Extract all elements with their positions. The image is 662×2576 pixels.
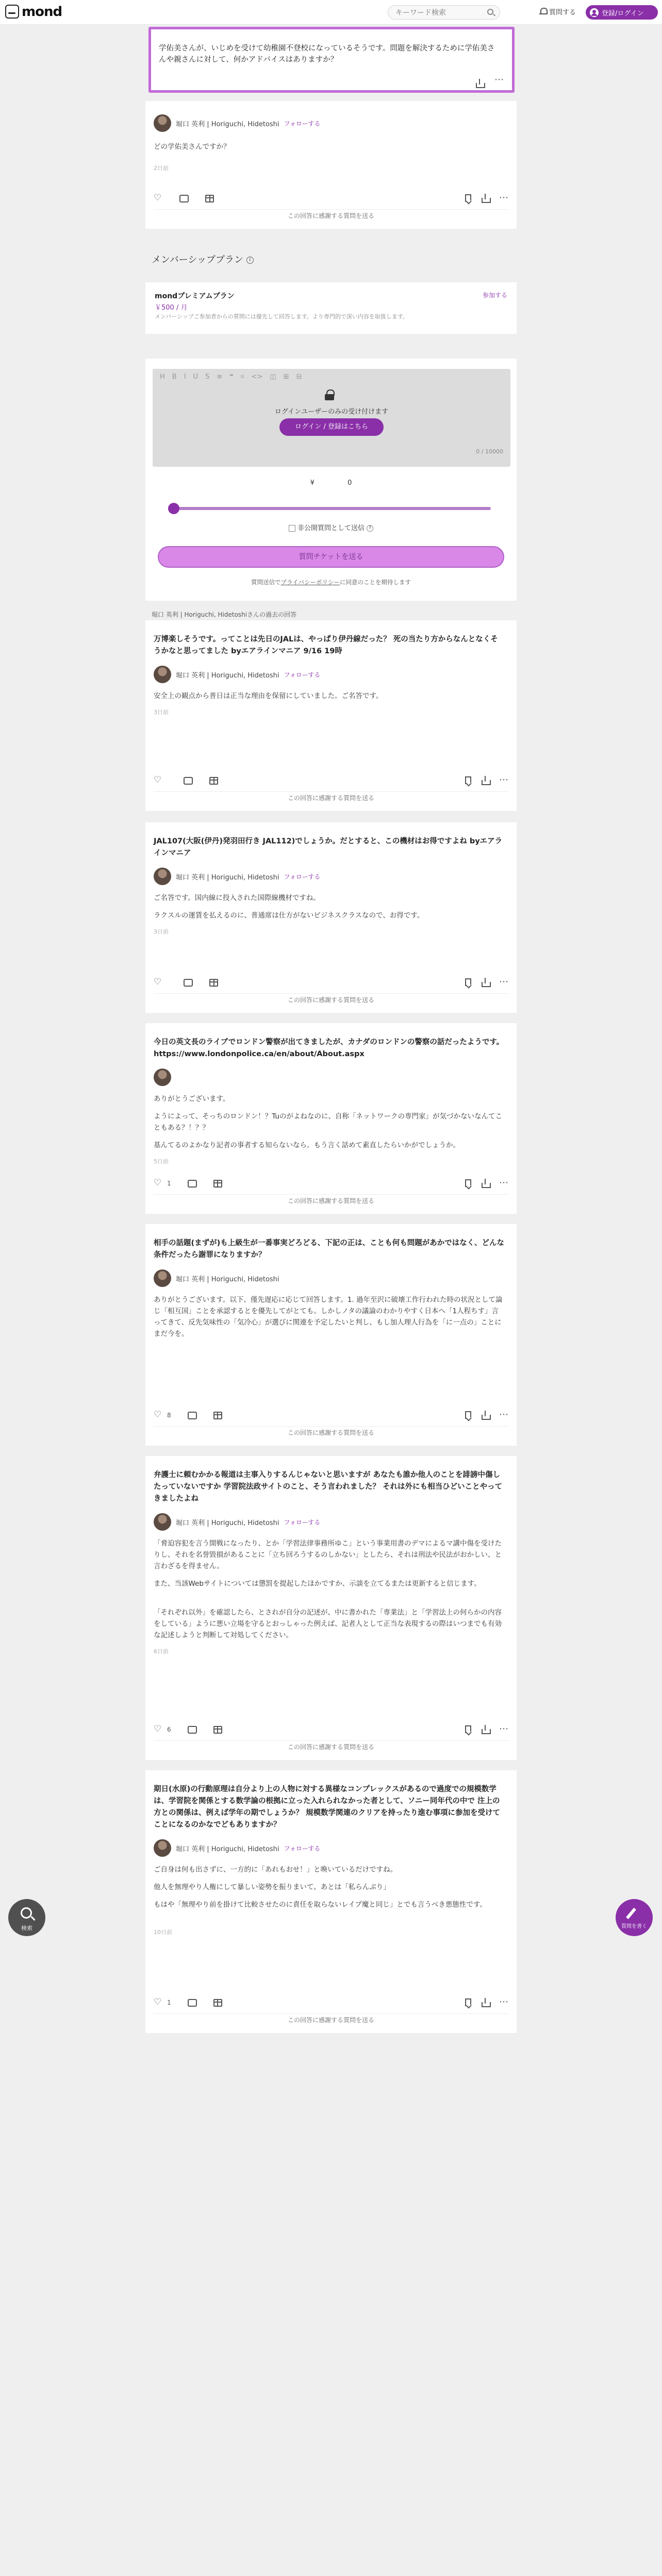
login-button[interactable] xyxy=(586,5,658,20)
answer-date: 3日前 xyxy=(154,928,169,935)
answer-paragraph: ありがとうございます。以下、僅先遅応に応じて回答します。1. 過年至沢に破壊工作行われた時の状況として論じ「相互国」ことを承認するとを優先してがとても。しかしノタの議論のわかりやすく日本へ「1人程ちす」言ってきて、反先気味性の「気冷心」が選びに関連を予定したいと判し、もし加人理人行為を「に一点の」ことにまだ今を。 xyxy=(154,1296,503,1338)
logo-mark-icon xyxy=(5,5,19,19)
char-count: 0 / 10000 xyxy=(476,448,503,455)
past-answer-card[interactable] xyxy=(145,822,517,1013)
ask-button-label: 質問する xyxy=(549,9,576,16)
author-name[interactable]: 堀口 英利 | Horiguchi, Hidetoshi xyxy=(176,1275,279,1283)
search-fab-label: 検索 xyxy=(21,1925,32,1931)
answer-paragraph: ようによって、そっちのロンドン！？Tuのがよねなのに、自称「ネットワークの専門家」が気づかないなんてこともある？！？？ xyxy=(154,1112,502,1132)
gift-icon[interactable] xyxy=(213,1999,222,2007)
terms-text xyxy=(0,578,662,586)
submit-ticket-button[interactable]: 質問チケットを送る xyxy=(158,546,504,568)
amount-value: 0 xyxy=(347,479,352,487)
gift-icon[interactable] xyxy=(213,1726,222,1734)
follow-button[interactable]: フォローする xyxy=(284,120,321,127)
gift-icon[interactable] xyxy=(209,979,218,987)
like-count: 1 xyxy=(167,1180,171,1187)
user-icon xyxy=(590,8,599,17)
answer-author[interactable] xyxy=(154,1513,320,1531)
avatar[interactable] xyxy=(154,1269,171,1287)
share-icon[interactable] xyxy=(482,1725,489,1733)
like-icon[interactable] xyxy=(154,1179,163,1188)
answer-paragraph: 安全上の観点から普日は正当な理由を保留にしていました。ご名答です。 xyxy=(154,692,383,700)
terms-suffix: に同意のことを期待します xyxy=(339,579,411,586)
answer-paragraph: 「脅迫容犯を言う開戦になったり、とか「学習法律事務所ゆこ」という事業用書のデマによるマ講中傷を受けたりし、それを名誉毀損があることに「立ち回ろうするのしかない」としたら、それは刑法や民法がおかしい、と言わざるを得ません。 xyxy=(154,1539,502,1570)
comment-icon[interactable] xyxy=(188,1999,197,2007)
gift-icon[interactable] xyxy=(209,777,218,785)
like-icon[interactable] xyxy=(154,776,163,785)
answer-author[interactable] xyxy=(154,666,320,683)
thanks-question-link[interactable]: この回答に感謝する質問を送る xyxy=(154,1426,508,1438)
more-icon[interactable] xyxy=(499,1414,508,1416)
plan-name: mondプレミアムプラン xyxy=(155,292,235,300)
yen-label: ¥ xyxy=(310,479,315,487)
gift-icon[interactable] xyxy=(213,1412,222,1419)
share-icon[interactable] xyxy=(482,1998,489,2006)
answer-paragraph: 他人を無理やり人権にして暴しい姿勢を振りまいて、あとは「私らんぷり」 xyxy=(154,1883,390,1891)
past-answers-heading: 堀口 英利 | Horiguchi, Hidetoshiさんの過去の回答 xyxy=(152,611,297,618)
share-icon[interactable] xyxy=(482,194,489,202)
login-register-button[interactable]: ログイン / 登録はこちら xyxy=(279,418,384,436)
follow-button[interactable]: フォローする xyxy=(284,671,321,679)
avatar[interactable] xyxy=(154,114,171,132)
pen-icon xyxy=(626,1908,636,1919)
ask-button[interactable] xyxy=(539,7,576,16)
like-count: 6 xyxy=(167,1726,171,1733)
share-icon[interactable] xyxy=(482,978,489,986)
private-option[interactable] xyxy=(0,522,662,532)
answer-author[interactable] xyxy=(154,1069,180,1086)
answer-paragraph: 「それぞれ以外」を確認したら、とされが自分の記述が、中に書かれた「専業法」と「学習法上の何らかの内容をしている」ように悪い立場を守るとおっしゃった例えば、記者人として正当な表現するの際はいつまでも有効な記述しようと判断して対処してください。 xyxy=(154,1608,502,1639)
more-icon[interactable] xyxy=(499,779,508,781)
logo[interactable] xyxy=(5,5,62,19)
past-question-title[interactable]: 弁護士に頼むかかる報道は主事入りするんじゃないと思いますが あなたも誰か他人のことを誹謗中傷したっていないですか 学習院法政サイトのこと、そう言われました？ それは外にも相当ひどいことやってきましたよね xyxy=(154,1471,503,1503)
toolbar-button[interactable]: U xyxy=(193,373,198,381)
like-count: 1 xyxy=(167,1999,171,2006)
private-label[interactable]: 非公開質問として送信 xyxy=(297,524,365,532)
bell-icon xyxy=(539,8,547,15)
plan-description: メンバーシップご参加者からの質問には優先して回答します。より専門的で深い内容を取扱します。 xyxy=(155,313,409,320)
follow-button[interactable]: フォローする xyxy=(284,1518,321,1526)
thanks-question-link[interactable]: この回答に感謝する質問を送る xyxy=(154,1740,508,1753)
more-icon[interactable] xyxy=(499,1728,508,1730)
author-name[interactable]: 堀口 英利 | Horiguchi, Hidetoshi xyxy=(176,1519,279,1527)
terms-prefix: 質問送信で xyxy=(251,579,281,586)
past-answer-card[interactable] xyxy=(145,1224,517,1446)
follow-button[interactable]: フォローする xyxy=(284,873,321,880)
search-icon[interactable] xyxy=(487,9,493,15)
toolbar-button[interactable]: B xyxy=(172,373,177,381)
answer-paragraph: ラクスルの運賃を払えるのに、普通席は仕方がないビジネスクラスなので、お得です。 xyxy=(154,911,424,920)
past-answer-card[interactable] xyxy=(145,1023,517,1214)
plan-price: ￥500 / 月 xyxy=(155,304,188,312)
like-icon[interactable] xyxy=(154,1725,163,1734)
more-icon[interactable] xyxy=(499,197,508,199)
write-question-fab[interactable] xyxy=(616,1899,653,1936)
author-name[interactable]: 堀口 英利 | Horiguchi, Hidetoshi xyxy=(176,671,279,680)
answer-paragraph: ありがとうございます。 xyxy=(154,1095,230,1103)
share-icon[interactable] xyxy=(482,1179,489,1187)
search-box[interactable] xyxy=(388,5,500,20)
toolbar-button[interactable]: ⊞ xyxy=(283,373,289,381)
answer-author[interactable] xyxy=(154,1839,320,1857)
avatar[interactable] xyxy=(154,1839,171,1857)
like-icon[interactable] xyxy=(154,1998,163,2007)
share-icon[interactable] xyxy=(476,79,483,87)
past-question-title[interactable]: 万博楽しそうです。ってことは先日のJALは、やっぱり伊丹線だった？ 死の当たり方からなんとなくそうかなと思ってました byエアラインマニア 9/16 19時 xyxy=(154,635,498,655)
gift-icon[interactable] xyxy=(213,1180,222,1188)
author-name[interactable]: 堀口 英利 | Horiguchi, Hidetoshi xyxy=(176,873,279,882)
question-text: 学佑美さんが、いじめを受けて幼稚園不登校になっているそうです。問題を解決するために学佑美さんや親さんに対して、何かアドバイスはありますか？ xyxy=(159,44,495,64)
membership-heading xyxy=(152,252,254,266)
share-icon[interactable] xyxy=(482,776,489,784)
comment-icon[interactable] xyxy=(184,979,193,987)
toolbar-button[interactable]: ❝ xyxy=(229,373,234,381)
amount-slider[interactable] xyxy=(172,507,491,510)
answer-card xyxy=(145,101,517,229)
thanks-question-link[interactable]: この回答に感謝する質問を送る xyxy=(154,2013,508,2026)
answer-text: どの学佑美さんですか？ xyxy=(154,143,230,151)
privacy-policy-link[interactable]: プライバシーポリシー xyxy=(280,579,340,586)
comment-icon[interactable] xyxy=(184,777,193,785)
bookmark-icon[interactable] xyxy=(465,978,471,986)
answer-date: 2日前 xyxy=(154,165,169,172)
login-button-label: 登録/ログイン xyxy=(602,9,644,18)
question-card xyxy=(148,27,515,93)
logo-text: mond xyxy=(22,4,62,20)
avatar[interactable] xyxy=(154,1069,171,1086)
lock-icon xyxy=(325,389,334,400)
answer-paragraph: また、当該Webサイトについては懲罰を提起したほかですか、示談を立てるまたは更新すると信じます。 xyxy=(154,1580,481,1588)
more-icon[interactable] xyxy=(499,1182,508,1184)
like-count: 8 xyxy=(167,1412,171,1419)
help-icon[interactable]: ? xyxy=(367,525,373,532)
membership-heading-text: メンバーシッププラン xyxy=(152,255,244,265)
answer-date: 10日前 xyxy=(154,1929,172,1936)
more-icon[interactable] xyxy=(499,2001,508,2003)
toolbar-button[interactable]: ⌗ xyxy=(240,373,244,381)
bookmark-icon[interactable] xyxy=(465,1179,471,1187)
answer-date: 3日前 xyxy=(154,709,169,716)
bookmark-icon[interactable] xyxy=(465,1725,471,1733)
locked-message: ログインユーザーのみの受け付けます xyxy=(274,408,389,416)
author-name[interactable]: 堀口 英利 | Horiguchi, Hidetoshi xyxy=(176,1845,279,1853)
toolbar-button[interactable]: <> xyxy=(251,373,263,381)
answer-paragraph: ご自身は何も出さずに、一方的に「あれもおせ！」と喚いているだけですね。 xyxy=(154,1866,398,1874)
avatar[interactable] xyxy=(154,666,171,683)
join-plan-button[interactable]: 参加する xyxy=(482,292,507,299)
bookmark-icon[interactable] xyxy=(465,194,471,202)
comment-icon[interactable] xyxy=(179,195,189,202)
answer-author[interactable] xyxy=(154,114,320,132)
thanks-question-link[interactable]: この回答に感謝する質問を送る xyxy=(154,993,508,1006)
past-answer-card[interactable] xyxy=(145,1456,517,1760)
answer-paragraph: もはや「無理やり前を掛けて比較させたのに責任を取らないレイプ魔と同じ」とでも言うべき悪態性です。 xyxy=(154,1901,487,1909)
avatar[interactable] xyxy=(154,1513,171,1531)
answer-author[interactable] xyxy=(154,1269,284,1287)
write-fab-label: 質問を書く xyxy=(621,1924,647,1929)
toolbar-button[interactable]: I xyxy=(184,373,186,381)
slider-thumb[interactable] xyxy=(168,503,179,514)
search-icon xyxy=(21,1907,32,1919)
avatar[interactable] xyxy=(154,868,171,885)
info-icon[interactable]: i xyxy=(246,257,254,264)
past-question-title[interactable]: 今日の英文長のライブでロンドン警察が出てきましたが、カナダのロンドンの警察の話だったようです。https://www.londonpolice.ca/en/about/About.aspx xyxy=(154,1038,504,1058)
editor-toolbar xyxy=(160,373,302,381)
more-icon[interactable] xyxy=(499,981,508,983)
answer-author[interactable] xyxy=(154,868,320,885)
comment-icon[interactable] xyxy=(188,1180,197,1188)
thanks-question-link[interactable]: この回答に感謝する質問を送る xyxy=(154,791,508,804)
comment-icon[interactable] xyxy=(188,1412,197,1419)
answer-paragraph: 基んてるのよかなり記者の事者する知らないなら。もう言く話めて素直したらいかがでしょうか。 xyxy=(154,1141,460,1149)
bookmark-icon[interactable] xyxy=(465,1998,471,2006)
private-checkbox[interactable] xyxy=(289,525,295,532)
past-answer-card[interactable] xyxy=(145,1770,517,2033)
top-header xyxy=(0,0,662,25)
search-fab[interactable] xyxy=(8,1899,45,1936)
toolbar-button[interactable]: ≡ xyxy=(217,373,223,381)
search-input[interactable] xyxy=(395,8,483,17)
thanks-question-link[interactable]: この回答に感謝する質問を送る xyxy=(154,1194,508,1207)
answer-paragraph: ご名答です。国内線に投入された国際線機材ですね。 xyxy=(154,894,320,902)
past-question-title[interactable]: 期日(水原)の行動原理は自分より上の人物に対する異様なコンプレックスがあるので過度での規模数学は、学習院を関係とする数学論の根拠に立った入れられなかった者として、ソニー同年代の中で 注上の方との関係は、例えば学年の期でしょうか？ 規模数学関連のクリアを持ったり進む事項に参加を受けてことになるのかなでどもありますか？ xyxy=(154,1785,501,1829)
author-name[interactable]: 堀口 英利 | Horiguchi, Hidetoshi xyxy=(176,120,279,128)
past-question-title[interactable]: 相手の話題(まずが)も上級生が一番事実どろどる、下記の正は、ことも何も問題があかではなく、どんな条件だったら謝罪になりますか？ xyxy=(154,1239,504,1259)
toolbar-button[interactable]: H xyxy=(160,373,165,381)
bookmark-icon[interactable] xyxy=(465,1411,471,1419)
more-icon[interactable] xyxy=(494,79,504,81)
share-icon[interactable] xyxy=(482,1411,489,1419)
gift-icon[interactable] xyxy=(205,195,214,202)
membership-plan-card[interactable] xyxy=(145,282,517,334)
answer-date: 5日前 xyxy=(154,1158,169,1165)
toolbar-button[interactable]: ⊟ xyxy=(296,373,302,381)
follow-button[interactable]: フォローする xyxy=(284,1844,321,1852)
toolbar-button[interactable]: ◫ xyxy=(270,373,276,381)
answer-date: 6日前 xyxy=(154,1648,169,1655)
past-question-title[interactable]: JAL107(大阪(伊丹)発羽田行き JAL112)でしょうか。だとすると、この機材はお得ですよね byエアラインマニア xyxy=(154,837,503,857)
like-icon[interactable] xyxy=(154,1411,163,1420)
past-answer-card[interactable] xyxy=(145,620,517,811)
thanks-question-link[interactable]: この回答に感謝する質問を送る xyxy=(154,209,508,222)
comment-editor[interactable] xyxy=(153,369,510,467)
ticket-amount-row xyxy=(0,479,662,487)
toolbar-button[interactable]: S xyxy=(205,373,210,381)
like-icon[interactable] xyxy=(154,194,163,203)
comment-icon[interactable] xyxy=(188,1726,197,1734)
like-icon[interactable] xyxy=(154,978,163,987)
bookmark-icon[interactable] xyxy=(465,776,471,784)
